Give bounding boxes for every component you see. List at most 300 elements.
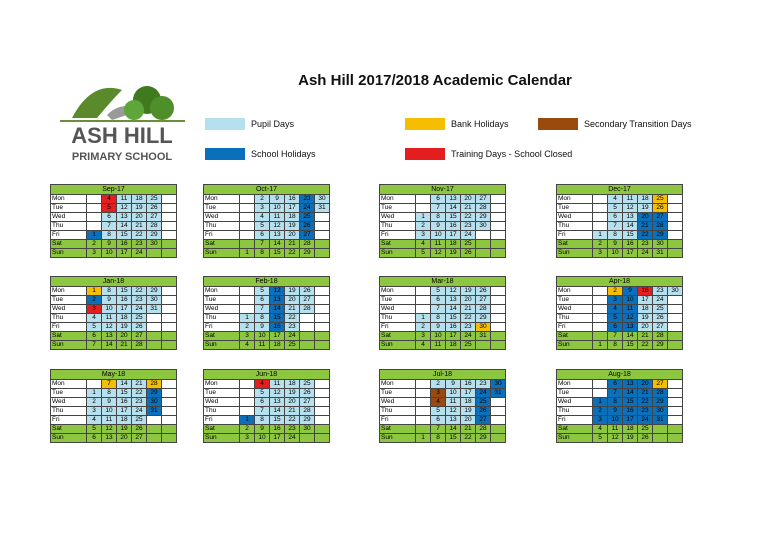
date-cell: 18 xyxy=(446,341,461,350)
date-cell: 10 xyxy=(255,434,270,443)
date-cell: 3 xyxy=(87,407,102,416)
weekday-label: Fri xyxy=(51,323,87,332)
date-cell: 16 xyxy=(446,323,461,332)
date-cell: 2 xyxy=(593,240,608,249)
month-header: Dec-17 xyxy=(557,185,683,195)
date-cell xyxy=(240,222,255,231)
date-cell: 28 xyxy=(147,222,162,231)
date-cell: 24 xyxy=(638,416,653,425)
date-cell: 19 xyxy=(132,204,147,213)
weekday-label: Tue xyxy=(557,389,593,398)
date-cell: 16 xyxy=(461,380,476,389)
date-cell: 15 xyxy=(270,249,285,258)
date-cell: 28 xyxy=(300,240,315,249)
date-cell xyxy=(147,332,162,341)
day-row xyxy=(51,296,177,305)
date-cell xyxy=(593,296,608,305)
day-row xyxy=(204,323,330,332)
date-cell xyxy=(300,314,315,323)
date-cell: 25 xyxy=(285,341,300,350)
date-cell: 10 xyxy=(623,296,638,305)
day-row xyxy=(557,332,683,341)
weekday-label: Wed xyxy=(51,213,87,222)
weekday-label: Tue xyxy=(51,296,87,305)
date-cell xyxy=(668,222,683,231)
date-cell: 27 xyxy=(653,213,668,222)
date-cell: 11 xyxy=(117,195,132,204)
day-row xyxy=(380,341,506,350)
weekday-label: Sat xyxy=(380,425,416,434)
date-cell: 28 xyxy=(476,305,491,314)
date-cell xyxy=(668,314,683,323)
date-cell: 27 xyxy=(147,213,162,222)
date-cell xyxy=(416,407,431,416)
date-cell xyxy=(491,323,506,332)
date-cell: 16 xyxy=(623,407,638,416)
date-cell: 3 xyxy=(255,204,270,213)
date-cell: 8 xyxy=(608,341,623,350)
date-cell: 5 xyxy=(87,323,102,332)
date-cell: 15 xyxy=(446,314,461,323)
day-row xyxy=(557,314,683,323)
legend-label: Secondary Transition Days xyxy=(584,119,692,129)
date-cell: 20 xyxy=(285,296,300,305)
date-cell: 26 xyxy=(476,287,491,296)
date-cell: 14 xyxy=(446,425,461,434)
date-cell xyxy=(162,332,177,341)
month-mar-18 xyxy=(379,276,506,350)
date-cell xyxy=(162,341,177,350)
date-cell: 7 xyxy=(255,305,270,314)
weekday-label: Sat xyxy=(557,332,593,341)
date-cell xyxy=(668,195,683,204)
date-cell: 14 xyxy=(102,341,117,350)
date-cell xyxy=(491,305,506,314)
legend-label: Bank Holidays xyxy=(451,119,509,129)
date-cell xyxy=(491,434,506,443)
legend-pupil xyxy=(205,118,294,130)
weekday-label: Tue xyxy=(557,296,593,305)
date-cell xyxy=(491,195,506,204)
date-cell: 21 xyxy=(638,222,653,231)
date-cell xyxy=(653,434,668,443)
date-cell: 15 xyxy=(446,434,461,443)
date-cell: 13 xyxy=(623,380,638,389)
date-cell: 12 xyxy=(446,407,461,416)
date-cell: 3 xyxy=(593,249,608,258)
weekday-label: Thu xyxy=(380,314,416,323)
date-cell: 17 xyxy=(446,332,461,341)
date-cell: 24 xyxy=(638,249,653,258)
date-cell: 20 xyxy=(132,213,147,222)
date-cell: 4 xyxy=(102,195,117,204)
date-cell xyxy=(87,380,102,389)
day-row xyxy=(380,416,506,425)
date-cell: 31 xyxy=(315,204,330,213)
date-cell: 13 xyxy=(270,398,285,407)
date-cell xyxy=(147,314,162,323)
weekday-label: Sat xyxy=(204,240,240,249)
weekday-label: Sat xyxy=(380,240,416,249)
weekday-label: Sat xyxy=(51,240,87,249)
legend-label: Training Days - School Closed xyxy=(451,149,573,159)
date-cell: 12 xyxy=(270,222,285,231)
date-cell: 19 xyxy=(285,222,300,231)
month-dec-17 xyxy=(556,184,683,258)
day-row xyxy=(204,296,330,305)
date-cell xyxy=(162,434,177,443)
date-cell xyxy=(315,380,330,389)
weekday-label: Mon xyxy=(51,195,87,204)
date-cell: 19 xyxy=(623,434,638,443)
date-cell: 2 xyxy=(416,323,431,332)
date-cell: 17 xyxy=(623,416,638,425)
legend-label: School Holidays xyxy=(251,149,316,159)
day-row xyxy=(204,407,330,416)
date-cell: 19 xyxy=(285,389,300,398)
date-cell: 24 xyxy=(132,305,147,314)
date-cell: 7 xyxy=(255,240,270,249)
date-cell xyxy=(416,380,431,389)
date-cell: 9 xyxy=(431,323,446,332)
date-cell xyxy=(491,416,506,425)
day-row xyxy=(380,287,506,296)
date-cell xyxy=(315,231,330,240)
date-cell: 13 xyxy=(446,195,461,204)
date-cell xyxy=(416,416,431,425)
date-cell: 29 xyxy=(653,341,668,350)
legend-swatch xyxy=(405,118,445,130)
date-cell: 1 xyxy=(87,287,102,296)
weekday-label: Mon xyxy=(204,287,240,296)
day-row xyxy=(557,416,683,425)
date-cell: 11 xyxy=(270,213,285,222)
date-cell: 15 xyxy=(270,416,285,425)
day-row xyxy=(557,323,683,332)
date-cell: 15 xyxy=(623,398,638,407)
month-header: Mar-18 xyxy=(380,277,506,287)
month-header: Oct-17 xyxy=(204,185,330,195)
date-cell xyxy=(240,389,255,398)
date-cell: 28 xyxy=(147,380,162,389)
date-cell: 3 xyxy=(87,305,102,314)
weekday-label: Sun xyxy=(380,434,416,443)
weekday-label: Thu xyxy=(51,314,87,323)
date-cell xyxy=(416,425,431,434)
date-cell: 1 xyxy=(416,213,431,222)
day-row xyxy=(557,296,683,305)
weekday-label: Tue xyxy=(380,296,416,305)
weekday-label: Fri xyxy=(204,416,240,425)
date-cell xyxy=(476,231,491,240)
date-cell xyxy=(668,416,683,425)
day-row xyxy=(557,434,683,443)
weekday-label: Wed xyxy=(204,398,240,407)
date-cell xyxy=(593,287,608,296)
weekday-label: Wed xyxy=(204,305,240,314)
date-cell: 24 xyxy=(285,434,300,443)
date-cell xyxy=(240,240,255,249)
weekday-label: Tue xyxy=(380,204,416,213)
date-cell: 25 xyxy=(476,398,491,407)
date-cell xyxy=(162,231,177,240)
day-row xyxy=(557,249,683,258)
date-cell: 6 xyxy=(87,332,102,341)
date-cell: 28 xyxy=(300,407,315,416)
date-cell: 4 xyxy=(255,213,270,222)
date-cell: 7 xyxy=(608,332,623,341)
date-cell: 22 xyxy=(638,398,653,407)
weekday-label: Sat xyxy=(557,240,593,249)
date-cell: 12 xyxy=(623,314,638,323)
date-cell: 7 xyxy=(608,389,623,398)
date-cell: 25 xyxy=(132,314,147,323)
weekday-label: Wed xyxy=(557,305,593,314)
date-cell xyxy=(668,240,683,249)
day-row xyxy=(204,195,330,204)
weekday-label: Thu xyxy=(380,222,416,231)
date-cell: 21 xyxy=(285,407,300,416)
weekday-label: Thu xyxy=(204,222,240,231)
date-cell: 9 xyxy=(255,323,270,332)
day-row xyxy=(557,287,683,296)
date-cell xyxy=(240,195,255,204)
date-cell: 29 xyxy=(300,416,315,425)
date-cell: 25 xyxy=(461,341,476,350)
weekday-label: Sun xyxy=(51,249,87,258)
date-cell: 30 xyxy=(476,323,491,332)
date-cell xyxy=(668,332,683,341)
date-cell: 3 xyxy=(87,249,102,258)
date-cell: 23 xyxy=(300,195,315,204)
date-cell: 23 xyxy=(285,323,300,332)
date-cell: 12 xyxy=(431,249,446,258)
date-cell xyxy=(315,296,330,305)
month-feb-18 xyxy=(203,276,330,350)
date-cell xyxy=(240,305,255,314)
date-cell: 30 xyxy=(491,380,506,389)
date-cell xyxy=(476,240,491,249)
date-cell: 23 xyxy=(461,323,476,332)
date-cell xyxy=(315,416,330,425)
date-cell: 31 xyxy=(653,416,668,425)
date-cell xyxy=(491,222,506,231)
month-jul-18 xyxy=(379,369,506,443)
date-cell: 1 xyxy=(240,249,255,258)
day-row xyxy=(51,305,177,314)
date-cell: 15 xyxy=(117,287,132,296)
date-cell: 30 xyxy=(147,240,162,249)
day-row xyxy=(380,425,506,434)
day-row xyxy=(557,407,683,416)
date-cell xyxy=(668,204,683,213)
date-cell xyxy=(300,332,315,341)
day-row xyxy=(51,213,177,222)
day-row xyxy=(51,389,177,398)
date-cell: 29 xyxy=(476,314,491,323)
date-cell: 20 xyxy=(117,434,132,443)
date-cell xyxy=(162,305,177,314)
date-cell: 13 xyxy=(270,231,285,240)
day-row xyxy=(204,332,330,341)
date-cell: 13 xyxy=(270,296,285,305)
date-cell: 6 xyxy=(431,416,446,425)
date-cell: 6 xyxy=(87,434,102,443)
date-cell: 16 xyxy=(270,425,285,434)
day-row xyxy=(380,305,506,314)
date-cell xyxy=(240,380,255,389)
day-row xyxy=(51,407,177,416)
date-cell: 7 xyxy=(255,407,270,416)
date-cell xyxy=(162,389,177,398)
date-cell xyxy=(147,416,162,425)
day-row xyxy=(557,380,683,389)
day-row xyxy=(51,332,177,341)
weekday-label: Thu xyxy=(557,314,593,323)
date-cell xyxy=(593,195,608,204)
date-cell xyxy=(491,296,506,305)
date-cell: 25 xyxy=(653,305,668,314)
weekday-label: Wed xyxy=(380,398,416,407)
weekday-label: Tue xyxy=(51,389,87,398)
date-cell: 3 xyxy=(240,332,255,341)
date-cell: 30 xyxy=(147,398,162,407)
weekday-label: Sun xyxy=(204,341,240,350)
day-row xyxy=(380,195,506,204)
date-cell: 20 xyxy=(285,231,300,240)
date-cell: 9 xyxy=(102,240,117,249)
date-cell: 27 xyxy=(476,195,491,204)
date-cell: 7 xyxy=(431,204,446,213)
date-cell: 22 xyxy=(132,287,147,296)
weekday-label: Mon xyxy=(557,195,593,204)
date-cell: 30 xyxy=(668,287,683,296)
date-cell: 13 xyxy=(446,296,461,305)
weekday-label: Wed xyxy=(557,398,593,407)
date-cell: 22 xyxy=(461,213,476,222)
date-cell: 15 xyxy=(270,314,285,323)
date-cell xyxy=(162,323,177,332)
day-row xyxy=(380,434,506,443)
date-cell: 4 xyxy=(87,416,102,425)
date-cell xyxy=(147,341,162,350)
date-cell: 18 xyxy=(117,416,132,425)
legend-bank xyxy=(405,118,509,130)
date-cell: 10 xyxy=(431,332,446,341)
legend-swatch xyxy=(538,118,578,130)
day-row xyxy=(51,425,177,434)
day-row xyxy=(51,195,177,204)
date-cell: 15 xyxy=(117,389,132,398)
day-row xyxy=(380,222,506,231)
weekday-label: Sat xyxy=(204,425,240,434)
day-row xyxy=(51,416,177,425)
date-cell: 2 xyxy=(608,287,623,296)
page-title: Ash Hill 2017/2018 Academic Calendar xyxy=(298,72,572,89)
weekday-label: Fri xyxy=(557,416,593,425)
date-cell: 31 xyxy=(147,305,162,314)
date-cell: 30 xyxy=(315,195,330,204)
date-cell: 5 xyxy=(593,434,608,443)
weekday-label: Sun xyxy=(204,434,240,443)
date-cell: 12 xyxy=(117,204,132,213)
date-cell: 17 xyxy=(117,407,132,416)
date-cell: 4 xyxy=(593,425,608,434)
weekday-label: Fri xyxy=(51,231,87,240)
date-cell: 3 xyxy=(240,434,255,443)
date-cell: 27 xyxy=(132,332,147,341)
date-cell xyxy=(315,425,330,434)
weekday-label: Sun xyxy=(557,434,593,443)
day-row xyxy=(204,398,330,407)
date-cell: 8 xyxy=(431,314,446,323)
date-cell: 19 xyxy=(285,287,300,296)
date-cell: 6 xyxy=(608,213,623,222)
date-cell: 6 xyxy=(431,296,446,305)
date-cell: 6 xyxy=(255,296,270,305)
legend-label: Pupil Days xyxy=(251,119,295,129)
month-header: Jan-18 xyxy=(51,277,177,287)
date-cell xyxy=(476,341,491,350)
date-cell: 19 xyxy=(461,287,476,296)
date-cell xyxy=(668,389,683,398)
date-cell: 2 xyxy=(431,380,446,389)
date-cell: 14 xyxy=(117,380,132,389)
date-cell: 1 xyxy=(593,341,608,350)
date-cell: 18 xyxy=(461,398,476,407)
date-cell: 31 xyxy=(476,332,491,341)
date-cell xyxy=(416,389,431,398)
date-cell: 28 xyxy=(132,341,147,350)
month-sep-17 xyxy=(50,184,177,258)
date-cell: 14 xyxy=(623,222,638,231)
day-row xyxy=(51,204,177,213)
date-cell: 17 xyxy=(461,389,476,398)
month-may-18 xyxy=(50,369,177,443)
date-cell: 29 xyxy=(653,398,668,407)
weekday-label: Mon xyxy=(380,195,416,204)
day-row xyxy=(380,231,506,240)
day-row xyxy=(51,398,177,407)
weekday-label: Thu xyxy=(204,314,240,323)
date-cell: 24 xyxy=(300,204,315,213)
date-cell xyxy=(162,296,177,305)
legend-swatch xyxy=(405,148,445,160)
date-cell: 9 xyxy=(623,287,638,296)
weekday-label: Wed xyxy=(51,398,87,407)
date-cell: 8 xyxy=(608,398,623,407)
weekday-label: Mon xyxy=(557,287,593,296)
weekday-label: Fri xyxy=(557,323,593,332)
date-cell xyxy=(162,249,177,258)
weekday-label: Mon xyxy=(380,287,416,296)
date-cell: 1 xyxy=(593,398,608,407)
date-cell: 24 xyxy=(653,296,668,305)
day-row xyxy=(380,296,506,305)
day-row xyxy=(380,314,506,323)
date-cell: 28 xyxy=(300,305,315,314)
date-cell: 10 xyxy=(608,249,623,258)
day-row xyxy=(557,204,683,213)
date-cell: 5 xyxy=(431,407,446,416)
date-cell xyxy=(315,314,330,323)
weekday-label: Mon xyxy=(380,380,416,389)
date-cell xyxy=(162,380,177,389)
weekday-label: Fri xyxy=(204,231,240,240)
weekday-label: Sun xyxy=(557,341,593,350)
date-cell: 20 xyxy=(117,332,132,341)
date-cell: 21 xyxy=(285,305,300,314)
